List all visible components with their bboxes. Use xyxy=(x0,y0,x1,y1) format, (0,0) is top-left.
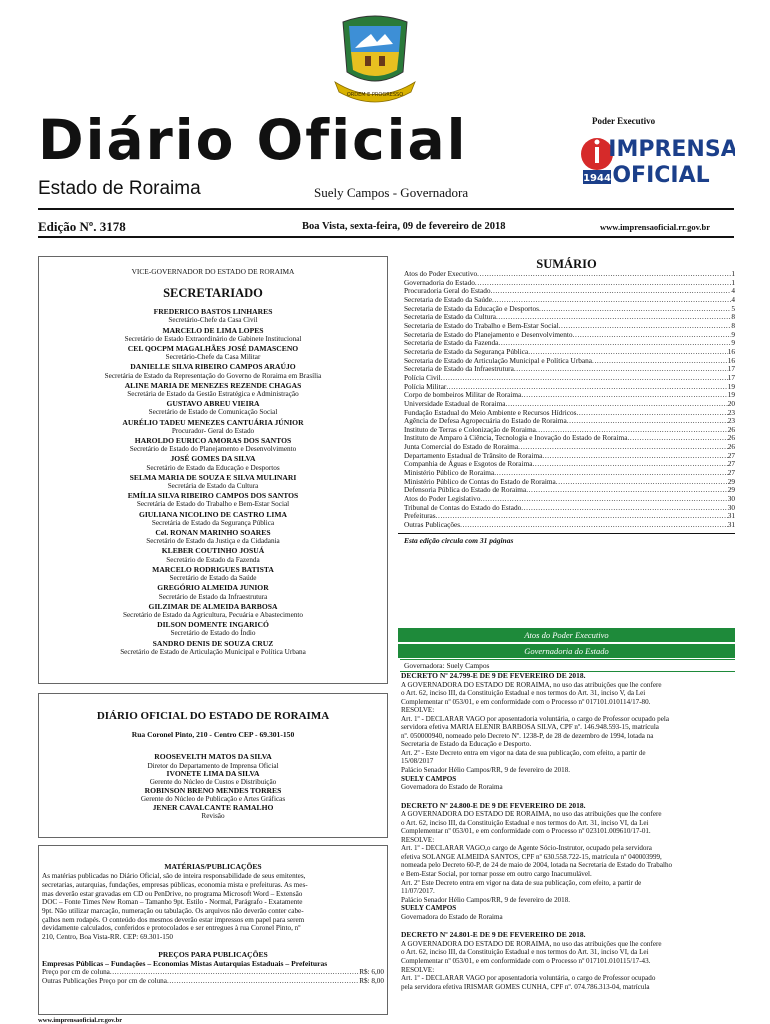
decree-line: RESOLVE: xyxy=(401,706,435,715)
seal-motto: ORDEM E PROGRESSO xyxy=(346,92,404,98)
secretary-role: Secretário de Estado de Comunicação Social xyxy=(148,408,278,417)
imprensa-year: 1944 xyxy=(583,173,611,184)
secretary-role: Secretário de Estado da Infraestrutura xyxy=(158,592,268,601)
state-coat-of-arms xyxy=(325,12,425,107)
decree-line: Art. 1º - DECLARAR VAGO por aposentadoria voluntária, o cargo de Professor ocupado pela xyxy=(401,714,669,723)
sumario-item-leader xyxy=(556,478,728,487)
secretary-name: KLEBER COUTINHO JOSUÁ xyxy=(161,546,265,556)
sumario-item-leader xyxy=(491,287,732,296)
staff-name: IVONETE LIMA DA SILVA xyxy=(166,769,260,779)
sumario-item-title: Polícia Militar xyxy=(404,381,447,391)
secretary-name: SELMA MARIA DE SOUZA E SILVA MULINARI xyxy=(129,472,297,482)
sumario-item-leader xyxy=(627,434,727,443)
materias-line: secretarias, autarquias, fundações, empresas públicas, economia mista e prefeituras. As mes- xyxy=(42,880,308,889)
sumario-item-leader xyxy=(539,305,731,314)
decree-line: Art. 2º - Este Decreto entra em vigor na data de sua publicação, com efeito, a partir de xyxy=(401,748,646,757)
sumario-item-page: 29 xyxy=(727,476,735,486)
secretary-name: SANDRO DENIS DE SOUZA CRUZ xyxy=(152,638,274,648)
sumario-item-page: 9 xyxy=(731,338,735,348)
sumario-item-title: Companhia de Águas e Esgotos de Roraima xyxy=(404,459,533,469)
secretary-role: Secretária de Estado da Segurança Pública xyxy=(151,518,275,527)
secretary-name: EMÍLIA SILVA RIBEIRO CAMPOS DOS SANTOS xyxy=(127,491,299,501)
materias-line: devidamente calculados, conferidos e protocolados e ser entregues à rua Coronel Pinto, nº xyxy=(42,924,301,933)
price-leader xyxy=(167,977,359,986)
sumario-item-page: 26 xyxy=(727,424,735,434)
secretary-name: GIULIANA NICOLINO DE CASTRO LIMA xyxy=(138,509,288,519)
sumario-item-page: 8 xyxy=(731,320,735,330)
materias-line: DOC – Fonte Times New Roman – Tamanho 9pt. Estilo - Normal, Parágrafo - Exatamente xyxy=(42,898,303,907)
oficial-word: OFICIAL xyxy=(612,163,710,188)
sumario-item-title: Instituto de Amparo à Ciência, Tecnologia e Inovação do Estado de Roraima xyxy=(404,433,628,443)
secretariado-heading: SECRETARIADO xyxy=(163,286,263,301)
secretary-name: JOSÉ GOMES DA SILVA xyxy=(170,454,256,464)
materias-box xyxy=(38,845,388,1015)
edition-number: Edição Nº. 3178 xyxy=(38,219,126,234)
price-label: Preço por cm de coluna xyxy=(42,968,110,977)
sumario-item-page: 26 xyxy=(727,442,735,452)
secretary-name: Cel. RONAN MARINHO SOARES xyxy=(155,528,271,538)
diario-info-box xyxy=(38,693,388,838)
edition-page-count-note: Esta edição circula com 31 páginas xyxy=(404,536,514,545)
staff-role: Revisão xyxy=(201,812,225,821)
footer-url: www.imprensaoficial.rr.gov.br xyxy=(38,1017,123,1024)
price-label: Outras Publicações Preço por cm de coluna xyxy=(42,976,167,985)
secretary-name: CEL QOCPM MAGALHÃES JOSÉ DAMASCENO xyxy=(127,344,299,354)
decree-line: o Art. 62, inciso III, da Constituição Estadual e nos termos do Art. 31, inciso V, da Lei xyxy=(401,689,646,698)
secretary-name: GILZIMAR DE ALMEIDA BARBOSA xyxy=(148,601,278,611)
sumario-item-page: 19 xyxy=(727,381,735,391)
governor-line: Suely Campos - Governadora xyxy=(314,185,469,200)
sumario-item-title: Ministério Público de Roraima xyxy=(404,468,495,478)
secretary-name: DANIELLE SILVA RIBEIRO CAMPOS ARAÚJO xyxy=(130,362,296,372)
decree-line: nº. 050000940, nomeado pelo Decreto Nº. 1238-P, de 28 de dezembro de 1994, lotada na xyxy=(401,731,654,740)
decree-line: Art. 2º Este Decreto entra em vigor na data de sua publicação, com efeito, a partir de xyxy=(401,878,642,887)
sumario-item-page: 17 xyxy=(727,372,735,382)
sumario-item-title: Outras Publicações xyxy=(404,520,461,530)
sumario-item-leader xyxy=(514,365,728,374)
power-label: Poder Executivo xyxy=(592,116,656,126)
diario-staff-list xyxy=(39,753,387,820)
sumario-item-leader xyxy=(526,486,728,495)
decree-line: Governadora do Estado de Roraima xyxy=(401,783,503,792)
decree-title: DECRETO Nº 24.799-E DE 9 DE FEVEREIRO DE 2018. xyxy=(401,671,586,680)
sumario-item-title: Procuradoria Geral do Estado xyxy=(404,286,491,296)
sumario-item-title: Corpo de bombeiros Militar de Roraima xyxy=(404,390,522,400)
governadora-label: Governadora: Suely Campos xyxy=(400,659,735,672)
sumario-item-title: Fundação Estadual do Meio Ambiente e Recursos Hídricos xyxy=(404,407,577,417)
staff-role: Gerente do Núcleo de Custos e Distribuição xyxy=(149,778,277,787)
publication-title: Diário Oficial xyxy=(38,108,468,172)
sumario-item-page: 31 xyxy=(727,520,735,530)
sumario-item-title: Polícia Civil xyxy=(404,372,441,382)
decree-line: servidora efetiva MARIA ELENIR BARBOSA SILVA, CPF nº. 146.948.593-15, matrícula xyxy=(401,723,659,732)
decree-line: efetiva SOLANGE ALMEIDA SANTOS, CPF nº 630.558.722-15, matrícula nº 040003999, xyxy=(401,852,662,861)
sumario-item-leader xyxy=(475,279,731,288)
sumario-item-title: Secretaria de Estado da Infraestrutura xyxy=(404,364,514,374)
sumario-item-title: Secretaria de Estado da Educação e Desportos xyxy=(404,303,539,313)
secretary-role: Procurador- Geral do Estado xyxy=(171,426,255,435)
sumario-item-title: Secretaria de Estado do Trabalho e Bem-Estar Social xyxy=(404,320,559,330)
secretary-name: MARCELO RODRIGUES BATISTA xyxy=(152,564,274,574)
sumario-item-leader xyxy=(521,504,727,513)
sumario-item-title: Universidade Estadual de Roraima xyxy=(404,398,506,408)
sumario-item-page: 1 xyxy=(731,277,735,287)
sumario-item-page: 23 xyxy=(727,416,735,426)
website: www.imprensaoficial.rr.gov.br xyxy=(600,222,711,232)
secretary-role: Secretário-Chefe da Casa Civil xyxy=(168,316,258,325)
sumario-item[interactable] xyxy=(404,521,735,530)
materias-line: 210, Centro, Boa Vista-RR. CEP: 69.301-150 xyxy=(42,933,174,942)
sumario-item-page: 30 xyxy=(727,502,735,512)
sumario-item-title: Prefeituras xyxy=(404,511,436,521)
imprensa-oficial-logo xyxy=(575,130,735,190)
imprensa-word: IMPRENSA xyxy=(608,137,735,162)
sumario-item-leader xyxy=(436,512,728,521)
sumario-list xyxy=(404,270,735,530)
precos-heading: PREÇOS PARA PUBLICAÇÕES xyxy=(158,949,268,959)
sumario-item-page: 29 xyxy=(727,485,735,495)
secretary-role: Secretário-Chefe da Casa Militar xyxy=(165,353,261,362)
sumario-item-page: 9 xyxy=(731,329,735,339)
secretary-name: MARCELO DE LIMA LOPES xyxy=(162,325,264,335)
secretary-role: Secretária de Estado da Cultura xyxy=(167,482,259,491)
staff-role: Diretor do Departamento de Imprensa Oficial xyxy=(147,761,279,770)
price-value: R$: 6,00 xyxy=(359,968,384,977)
sumario-item-page: 16 xyxy=(727,346,735,356)
price-row xyxy=(42,977,384,986)
sumario-item-title: Secretaria de Estado da Cultura xyxy=(404,312,496,322)
sumario-item-leader xyxy=(518,443,728,452)
secretary-name: GREGÓRIO ALMEIDA JUNIOR xyxy=(157,583,269,593)
decree-block xyxy=(401,672,735,792)
decree-line: 11/07/2017. xyxy=(401,887,435,896)
sumario-heading: SUMÁRIO xyxy=(536,257,597,271)
sumario-item-page: 17 xyxy=(727,364,735,374)
secretary-role: Secretário de Estado da Agricultura, Pecuária e Abastecimento xyxy=(122,610,304,619)
sumario-item-page: 20 xyxy=(727,398,735,408)
secretary-role: Secretária de Estado da Representação do Governo de Roraima em Brasília xyxy=(104,371,322,380)
sumario-item-leader xyxy=(542,452,727,461)
sumario-item[interactable] xyxy=(404,365,735,374)
masthead-rule-bottom xyxy=(38,236,734,238)
precos-list xyxy=(42,968,384,985)
state-name: Estado de Roraima xyxy=(38,178,201,199)
precos-subtitle: Empresas Públicas – Fundações – Economias Mistas Autarquias Estaduais – Prefeituras xyxy=(42,959,328,969)
decree-line: Art. 1º - DECLARAR VAGO,o cargo de Agente Sócio-Instrutor, ocupado pela servidora xyxy=(401,844,652,853)
vice-governor-label: VICE-GOVERNADOR DO ESTADO DE RORAIMA xyxy=(131,267,295,276)
sumario-item-page: 19 xyxy=(727,390,735,400)
materias-line: mas deverão estar gravadas em CD ou PenDrive, no programa Microsoft Word – Extensão xyxy=(42,889,303,898)
decree-line: Palácio Senador Hélio Campos/RR, 9 de fevereiro de 2018. xyxy=(401,766,571,775)
diario-address: Rua Coronel Pinto, 210 - Centro CEP - 69.301-150 xyxy=(131,730,295,739)
materias-line: As matérias publicadas no Diário Oficial, são de inteira responsabilidade de seus emitentes, xyxy=(42,872,306,881)
sumario-item-title: Instituto de Terras e Colonização de Roraima xyxy=(404,424,536,434)
decree-line: A GOVERNADORA DO ESTADO DE RORAIMA, no uso das atribuições que lhe confere xyxy=(401,810,662,819)
sumario-item-page: 30 xyxy=(727,494,735,504)
sumario-item-page: 8 xyxy=(731,312,735,322)
sumario-item-leader xyxy=(573,331,732,340)
secretary-role: Secretário de Estado da Saúde xyxy=(169,574,257,583)
secretary-role: Secretário de Estado da Educação e Desportos xyxy=(146,463,280,472)
secretary-role: Secretário de Estado do Índio xyxy=(170,629,256,638)
sumario-item-title: Secretaria de Estado da Saúde xyxy=(404,294,492,304)
decree-block xyxy=(401,802,735,922)
decree-line: o Art. 62, inciso III, da Constituição Estadual e nos termos do Art. 31, inciso VI, da Lei xyxy=(401,818,649,827)
sumario-item-title: Secretaria de Estado da Segurança Pública xyxy=(404,346,529,356)
secretary-role: Secretário de Estado de Articulação Municipal e Política Urbana xyxy=(120,647,306,656)
decree-block xyxy=(401,931,735,991)
decree-line: Governadora do Estado de Roraima xyxy=(401,912,503,921)
sumario-item-leader xyxy=(559,322,732,331)
sumario-item-page: 5 xyxy=(731,303,735,313)
sumario-item-page: 27 xyxy=(727,468,735,478)
sumario-item-title: Atos do Poder Executivo xyxy=(404,269,478,278)
secretary-name: AURÉLIO TADEU MENEZES CANTUÁRIA JÚNIOR xyxy=(122,417,304,427)
decree-line: Complementar nº 053/01, e em conformidade com o Processo nº 017101.010114/17-80. xyxy=(401,697,651,706)
sumario-rule xyxy=(398,533,735,534)
decree-line: A GOVERNADORA DO ESTADO DE RORAIMA, no uso das atribuições que lhe confere xyxy=(401,939,662,948)
decree-line: SUELY CAMPOS xyxy=(401,774,457,783)
secretary-name: ALINE MARIA DE MENEZES REZENDE CHAGAS xyxy=(124,380,302,390)
sumario-item-page: 27 xyxy=(727,459,735,469)
decree-line: nomeada pelo Decreto 60-P, de 24 de maio de 2004, lotada na Secretaria de Estado do Trabalho xyxy=(401,861,673,870)
staff-role: Gerente do Núcleo de Publicação e Artes Gráficas xyxy=(140,795,286,804)
price-leader xyxy=(110,968,359,977)
diario-box-title: DIÁRIO OFICIAL DO ESTADO DE RORAIMA xyxy=(96,710,330,722)
price-row xyxy=(42,968,384,977)
section-bar-governadoria: Governadoria do Estado xyxy=(398,644,735,658)
staff-name: JENER CAVALCANTE RAMALHO xyxy=(152,802,274,812)
secretariado-list xyxy=(39,307,387,657)
sumario-item[interactable] xyxy=(404,374,735,383)
secretary-name: GUSTAVO ABREU VIEIRA xyxy=(166,399,260,409)
sumario-item-title: Secretaria de Estado da Fazenda xyxy=(404,338,499,348)
sumario-item-title: Secretaria de Estado de Articulação Municipal e Política Urbana xyxy=(404,355,593,365)
sumario-item-leader xyxy=(532,460,727,469)
decree-line: Palácio Senador Hélio Campos/RR, 9 de fevereiro de 2018. xyxy=(401,895,571,904)
sumario-item-title: Tribunal de Contas do Estado do Estado xyxy=(404,502,522,512)
secretary-role: Secretário de Estado da Justiça e da Cidadania xyxy=(146,537,280,546)
sumario-item-page: 4 xyxy=(731,294,735,304)
secretary-name: HAROLDO EURICO AMORAS DOS SANTOS xyxy=(134,436,292,446)
sumario-item-page: 26 xyxy=(727,433,735,443)
decree-line: Art. 1º - DECLARAR VAGO por aposentadoria voluntária, o cargo de Professor ocupado xyxy=(401,974,656,983)
sumario-item-leader xyxy=(477,270,731,279)
materias-line: çalhos nem rodapés. O conteúdo dos mesmos deverão estar impressos em papel para serem xyxy=(42,915,305,924)
decree-line: Complementar nº 053/01, e em conformidade com o Processo nº 023101.009610/17-01. xyxy=(401,827,651,836)
sumario-item-leader xyxy=(441,374,728,383)
sumario-item-leader xyxy=(460,521,728,530)
materias-line: 9pt. Não utilizar marcação, numeração ou tabulação. Os arquivos não deverão conter cabe- xyxy=(42,907,304,916)
decree-line: pela servidora efetiva IRISMAR GOMES CUNHA, CPF nº. 074.786.313-04, matrícula xyxy=(401,982,650,991)
sumario-item-title: Governadoria do Estado xyxy=(404,277,475,287)
staff-name: ROBINSON BRENO MENDES TORRES xyxy=(144,785,282,795)
secretary-role: Secretária de Estado do Trabalho e Bem-Estar Social xyxy=(136,500,290,509)
sumario-item[interactable] xyxy=(404,504,735,513)
sumario-item-leader xyxy=(521,391,727,400)
decree-line: Complementar nº 053/01, e em conformidade com o Processo nº 017101.010115/17-43. xyxy=(401,956,651,965)
materias-heading: MATÉRIAS/PUBLICAÇÕES xyxy=(164,862,262,871)
decree-line: RESOLVE: xyxy=(401,835,435,844)
decree-line: e Bem-Estar Social, por tornar posse em outro cargo Inacumulável. xyxy=(401,870,592,879)
sumario-item-leader xyxy=(576,409,727,418)
materias-text xyxy=(42,872,384,942)
sumario-item-title: Ministério Público de Contas do Estado de Roraima xyxy=(404,476,556,486)
sumario-item-title: Secretaria de Estado do Planejamento e Desenvolvimento xyxy=(404,329,573,339)
decrees-column xyxy=(401,672,735,991)
decree-title: DECRETO Nº 24.800-E DE 9 DE FEVEREIRO DE 2018. xyxy=(401,800,586,810)
decree-line: A GOVERNADORA DO ESTADO DE RORAIMA, no uso das atribuições que lhe confere xyxy=(401,680,662,689)
sumario-item-leader xyxy=(592,357,728,366)
decree-line: o Art. 62, inciso III, da Constituição Estadual e nos termos do Art. 31, inciso VI, da Lei xyxy=(401,948,649,957)
secretary-role: Secretária de Estado da Gestão Estratégica e Administração xyxy=(127,390,299,399)
section-bar-atos-executivo: Atos do Poder Executivo xyxy=(398,628,735,642)
sumario-item-page: 31 xyxy=(727,511,735,521)
sumario-item-title: Agência de Defesa Agropecuária do Estado de Roraima xyxy=(404,416,567,426)
secretary-role: Secretário de Estado Extraordinário de Gabinete Institucional xyxy=(124,334,302,343)
sumario-item-leader xyxy=(498,339,731,348)
sumario-item-title: Departamento Estadual de Trânsito de Roraima xyxy=(404,450,543,460)
sumario-item-title: Defensoria Pública do Estado de Roraima xyxy=(404,485,527,495)
decree-line: SUELY CAMPOS xyxy=(401,904,457,913)
sumario-item-title: Atos do Poder Legislativo xyxy=(404,494,481,504)
secretary-name: DILSON DOMENTE INGARICÓ xyxy=(157,620,269,630)
price-value: R$: 8,00 xyxy=(359,976,384,985)
masthead-rule-top xyxy=(38,208,734,210)
sumario-item-page: 27 xyxy=(727,450,735,460)
sumario-item-page: 23 xyxy=(727,407,735,417)
secretary-role: Secretário de Estado da Fazenda xyxy=(166,555,260,564)
secretariado-box xyxy=(38,256,388,684)
sumario-item-leader xyxy=(567,417,728,426)
sumario-item-page: 1 xyxy=(731,269,735,278)
sumario-item-page: 4 xyxy=(731,286,735,296)
decree-line: RESOLVE: xyxy=(401,965,435,974)
city-date: Boa Vista, sexta-feira, 09 de fevereiro de 2018 xyxy=(302,221,506,232)
decree-line: Secretaria de Estado da Educação e Desporto. xyxy=(401,740,532,749)
secretary-role: Secretário de Estado do Planejamento e Desenvolvimento xyxy=(129,445,297,454)
decree-title: DECRETO Nº 24.801-E DE 9 DE FEVEREIRO DE 2018. xyxy=(401,930,586,940)
staff-name: ROOSEVELTH MATOS DA SILVA xyxy=(154,752,272,762)
secretary-name: FREDERICO BASTOS LINHARES xyxy=(153,307,273,317)
sumario-item-page: 16 xyxy=(727,355,735,365)
sumario-item-title: Junta Comercial do Estado de Roraima xyxy=(404,442,519,452)
decree-line: 15/08/2017 xyxy=(401,757,434,766)
